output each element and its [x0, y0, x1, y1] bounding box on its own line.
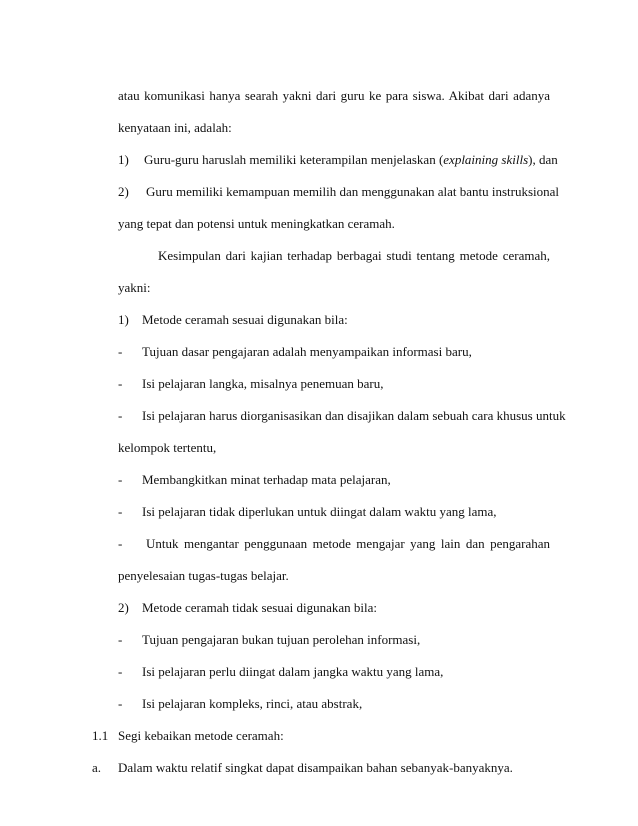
- list-text-part: ), dan: [528, 152, 558, 167]
- list-text: [144, 152, 558, 168]
- list-text: Guru memiliki kemampuan memilih dan menggunakan alat bantu instruksional: [146, 184, 560, 199]
- list-dash: -: [118, 536, 123, 551]
- list-text: Tujuan pengajaran bukan tujuan perolehan informasi,: [142, 632, 421, 647]
- list-number: 1): [118, 312, 129, 327]
- list-text: Isi pelajaran langka, misalnya penemuan baru,: [142, 376, 384, 391]
- paragraph-line: kelompok tertentu,: [118, 440, 217, 455]
- list-text: Isi pelajaran perlu diingat dalam jangka waktu yang lama,: [142, 664, 444, 679]
- list-item: [118, 408, 566, 424]
- section-number: 1.1: [92, 728, 109, 743]
- paragraph-line: yang tepat dan potensi untuk meningkatkan ceramah.: [118, 216, 395, 231]
- list-dash: -: [118, 408, 123, 423]
- paragraph-line: yakni:: [118, 280, 151, 295]
- section-title: Segi kebaikan metode ceramah:: [118, 728, 284, 743]
- list-text: Tujuan dasar pengajaran adalah menyampaikan informasi baru,: [142, 344, 472, 359]
- list-number: 2): [118, 184, 129, 199]
- list-item: [118, 536, 550, 552]
- list-letter: a.: [92, 760, 102, 775]
- list-dash: -: [118, 344, 123, 359]
- list-dash: -: [118, 632, 123, 647]
- list-text: Dalam waktu relatif singkat dapat disampaikan bahan sebanyak-banyaknya.: [118, 760, 513, 775]
- list-text: Untuk mengantar penggunaan metode mengajar yang lain dan pengarahan: [146, 536, 550, 551]
- list-text: Isi pelajaran kompleks, rinci, atau abstrak,: [142, 696, 363, 711]
- list-dash: -: [118, 696, 123, 711]
- paragraph-line: atau komunikasi hanya searah yakni dari guru ke para siswa. Akibat dari adanya: [118, 88, 550, 103]
- emphasis-text: explaining skills: [443, 152, 529, 167]
- list-text: Isi pelajaran harus diorganisasikan dan disajikan dalam sebuah cara khusus untuk: [142, 408, 566, 423]
- paragraph-line: Kesimpulan dari kajian terhadap berbagai studi tentang metode ceramah,: [158, 248, 550, 263]
- list-dash: -: [118, 376, 123, 391]
- list-dash: -: [118, 504, 123, 519]
- list-text: Membangkitkan minat terhadap mata pelajaran,: [142, 472, 391, 487]
- list-number: 2): [118, 600, 129, 615]
- list-text-part: Guru-guru haruslah memiliki keterampilan menjelaskan (: [144, 152, 444, 167]
- list-item: [118, 184, 560, 200]
- list-text: Metode ceramah tidak sesuai digunakan bila:: [142, 600, 378, 615]
- list-number: 1): [118, 152, 129, 167]
- list-dash: -: [118, 664, 123, 679]
- list-item: [118, 152, 558, 168]
- paragraph-line: kenyataan ini, adalah:: [118, 120, 232, 135]
- list-dash: -: [118, 472, 123, 487]
- paragraph-line: penyelesaian tugas-tugas belajar.: [118, 568, 289, 583]
- list-text: Isi pelajaran tidak diperlukan untuk diingat dalam waktu yang lama,: [142, 504, 497, 519]
- list-text: Metode ceramah sesuai digunakan bila:: [142, 312, 348, 327]
